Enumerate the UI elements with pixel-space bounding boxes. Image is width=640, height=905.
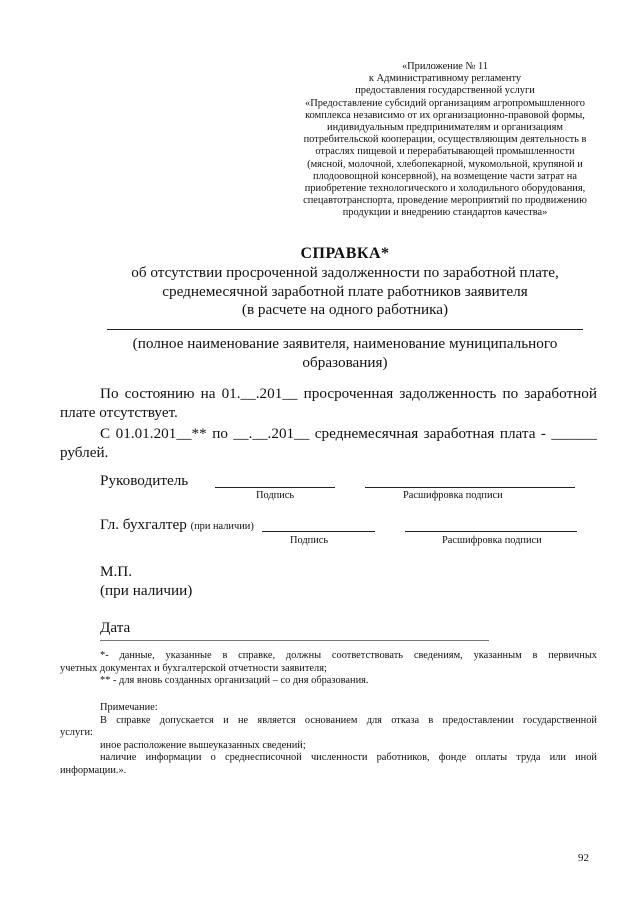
subtitle-line: об отсутствии просроченной задолженности по заработной плате, <box>131 264 559 281</box>
paragraph-line: рублей. <box>60 444 109 461</box>
appendix-line: «Приложение № 11 <box>401 61 489 72</box>
appendix-header <box>290 61 600 220</box>
stamp-note: (при наличии) <box>100 582 193 599</box>
appendix-line: к Административному регламенту <box>368 73 522 85</box>
document-subtitle <box>60 264 630 320</box>
stamp-label: М.П. <box>100 563 133 580</box>
head-label: Руководитель <box>100 472 189 489</box>
head-signature-line <box>215 487 335 488</box>
remark-line: услуги: <box>60 727 93 739</box>
paragraph-salary <box>60 424 597 462</box>
appendix-line: потребительской кооперации, осуществляющим деятельность в <box>303 134 587 146</box>
paragraph-debt <box>60 384 597 422</box>
appendix-line: комплекса независимо от их организационно-правовой формы, <box>305 109 585 121</box>
applicant-name-line <box>107 329 583 330</box>
appendix-line: (мясной, молочной, хлебопекарной, мукомольной, крупяной и <box>307 158 583 170</box>
applicant-caption <box>60 335 630 372</box>
document-title-block <box>60 244 630 320</box>
footnote-line: ** - для вновь созданных организаций – со дня образования. <box>100 675 369 687</box>
signature-caption: Подпись <box>256 490 295 501</box>
remark-line: иное расположение вышеуказанных сведений; <box>100 739 306 751</box>
head-decoding-line <box>365 487 575 488</box>
document-title: СПРАВКА* <box>300 245 390 262</box>
date-label: Дата <box>100 619 131 636</box>
accountant-decoding-line <box>405 531 577 532</box>
appendix-line: приобретение технологического и холодильного оборудования, <box>304 183 586 195</box>
paragraph-line: По состоянию на 01.__.201__ просроченная задолженность по заработной <box>100 385 597 402</box>
accountant-note: (при наличии) <box>190 521 254 532</box>
appendix-line: спецавтотранспорта, проведение мероприятий по продвижению <box>303 195 587 207</box>
remark-line: В справке допускается и не является основанием для отказа в предоставлении государственной <box>100 714 597 726</box>
page-number: 92 <box>578 852 589 864</box>
caption-line: образования) <box>302 353 388 371</box>
appendix-line: предоставления государственной услуги <box>355 85 535 97</box>
remark-line: наличие информации о среднесписочной численности работников, фонде оплаты труда или иной <box>100 752 597 764</box>
accountant-label <box>100 516 254 536</box>
remark-heading: Примечание: <box>100 702 158 713</box>
accountant-signature-caption: Подпись <box>290 535 329 546</box>
paragraph-line: плате отсутствует. <box>60 404 178 421</box>
appendix-line: «Предоставление субсидий организациям агропромышленного <box>305 97 585 109</box>
remark-block <box>60 702 597 778</box>
accountant-decoding-caption: Расшифровка подписи <box>442 535 542 546</box>
appendix-line: плодоовощной консервной), на возмещение части затрат на <box>313 170 577 182</box>
decoding-caption: Расшифровка подписи <box>403 490 503 501</box>
footnote-separator <box>100 640 489 641</box>
appendix-line: отраслях пищевой и перерабатывающей промышленности <box>315 146 575 158</box>
accountant-signature-line <box>262 531 375 532</box>
appendix-line: продукции и внедрению стандартов качества» <box>342 207 548 219</box>
paragraph-line: С 01.01.201__** по __.__.201__ среднемесячная заработная плата - ______ <box>100 425 597 442</box>
footnote-line: *- данные, указанные в справке, должны соответствовать сведениям, указанным в первичных <box>100 650 597 661</box>
subtitle-line: (в расчете на одного работника) <box>241 301 449 318</box>
remark-line: информации.». <box>60 764 127 776</box>
footnotes <box>60 650 597 688</box>
appendix-line: индивидуальным предпринимателям и организациям <box>327 122 563 134</box>
footnote-line: учетных документах и бухгалтерской отчетности заявителя; <box>60 662 327 674</box>
accountant-title: Гл. бухгалтер <box>100 516 187 533</box>
caption-line: (полное наименование заявителя, наименование муниципального <box>132 335 558 352</box>
subtitle-line: среднемесячной заработной плате работников заявителя <box>162 282 528 300</box>
